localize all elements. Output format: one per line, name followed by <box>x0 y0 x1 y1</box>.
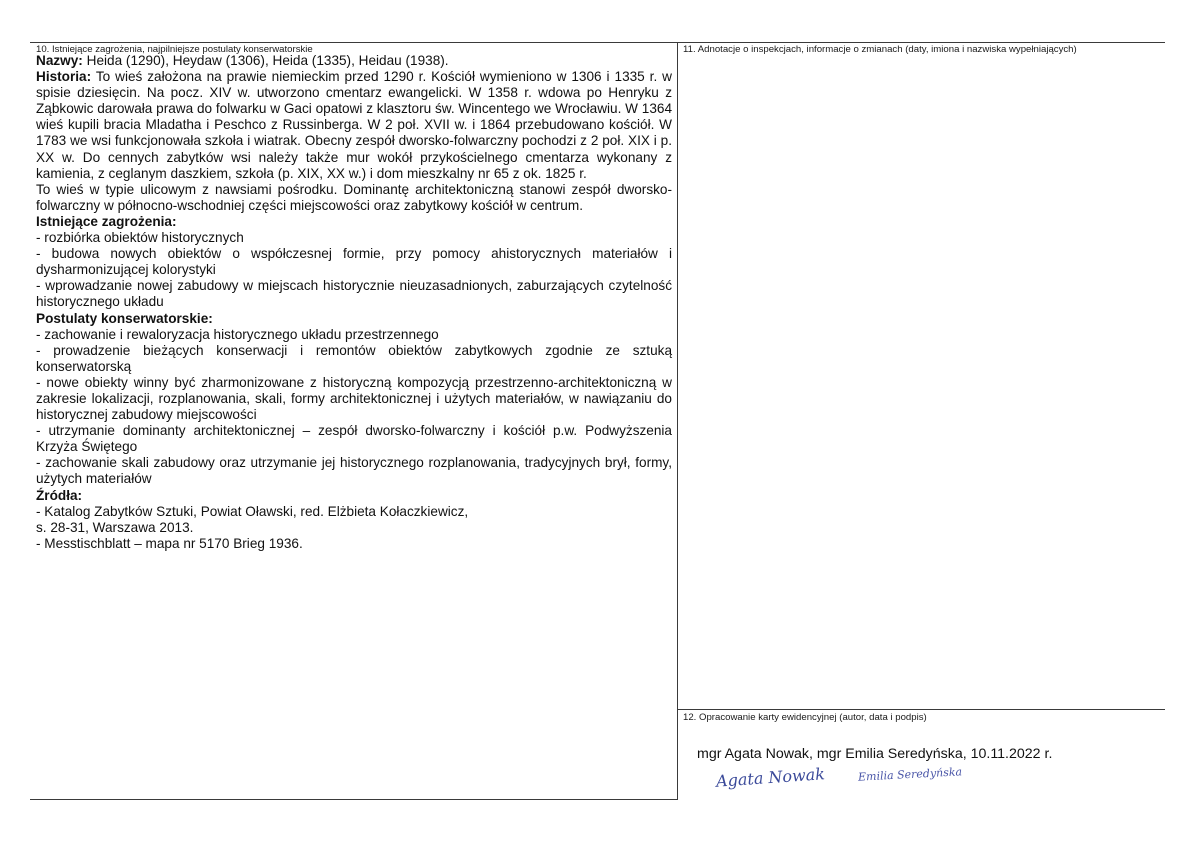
section10-label: 10. Istniejące zagrożenia, najpilniejsze postulaty konserwatorskie <box>36 44 313 55</box>
threats-heading: Istniejące zagrożenia: <box>36 213 177 229</box>
signature-agata-nowak: Agata Nowak <box>715 764 826 791</box>
postulate-item: - zachowanie skali zabudowy oraz utrzymanie jej historycznego rozplanowania, tradycyjnych brył, formy, użytych materiałów <box>36 455 672 487</box>
source-item: - Messtischblatt – mapa nr 5170 Brieg 1936. <box>36 535 303 551</box>
authors-line: mgr Agata Nowak, mgr Emilia Seredyńska, 10.11.2022 r. <box>697 746 1053 762</box>
signature-emilia-seredynska: Emilia Seredyńska <box>857 765 963 784</box>
section12-label: 12. Opracowanie karty ewidencyjnej (autor, data i podpis) <box>683 712 927 723</box>
postulate-item: - zachowanie i rewaloryzacja historycznego układu przestrzennego <box>36 326 439 342</box>
section12-top-border <box>677 709 1165 710</box>
threat-item: - rozbiórka obiektów historycznych <box>36 230 244 246</box>
history-text: To wieś założona na prawie niemieckim przed 1290 r. Kościół wymieniono w 1306 i 1335 r. w spisie dziesięcin. Na pocz. XIV w. utworzono cmentarz ewangelicki. W 1358 r. wdowa po Henryku z Ząbkowic darowała prawa do folwarku w Gaci opatowi z klasztoru św. Wincentego we Wrocławiu. W 1364 wieś kupili bracia Mladatha i Peschco z Russinberga. W 2 poł. XVII w. i 1864 przebudowano kościół. W 1783 we wsi funkcjonowała szkoła i wiatrak. Obecny zespół dworsko-folwarczny pochodzi z 2 poł. XIX i p. XX w. Do cennych zabytków wsi należy także mur wokół przykościelnego cmentarza wykonany z kamienia, z ceglanym daszkiem, szkoła (p. XIX, XX w.) i dom mieszkalny nr 65 z ok. 1825 r. <box>36 69 672 181</box>
names-heading: Nazwy: <box>36 53 83 68</box>
names-paragraph <box>36 53 672 69</box>
postulates-heading: Postulaty konserwatorskie: <box>36 310 213 326</box>
postulate-item: - nowe obiekty winny być zharmonizowane z historyczną kompozycją przestrzenno-architektoniczną w zakresie lokalizacji, rozplanowania, skali, formy architektonicznej i użytych materiałów, w nawiązaniu do historycznej zabudowy miejscowości <box>36 374 672 423</box>
section11-label: 11. Adnotacje o inspekcjach, informacje o zmianach (daty, imiona i nazwiska wypełniających) <box>683 44 1077 55</box>
postulate-item: - utrzymanie dominanty architektonicznej – zespół dworsko-folwarczny i kościół p.w. Podwyższenia Krzyża Świętego <box>36 423 672 455</box>
threat-item: - budowa nowych obiektów o współczesnej formie, przy pomocy ahistorycznych materiałów i dysharmonizującej kolorystyki <box>36 246 672 278</box>
source-item: s. 28-31, Warszawa 2013. <box>36 519 194 535</box>
source-item: - Katalog Zabytków Sztuki, Powiat Oławski, red. Elżbieta Kołaczkiewicz, <box>36 503 469 519</box>
history-paragraph <box>36 69 672 182</box>
bottom-border <box>30 799 678 800</box>
column-divider <box>677 42 678 800</box>
history-heading: Historia: <box>36 69 92 85</box>
top-border <box>30 42 1165 43</box>
layout-paragraph: To wieś w typie ulicowym z nawsiami pośrodku. Dominantę architektoniczną stanowi zespół dworsko-folwarczny w północno-wschodniej części miejscowości oraz zabytkowy kościół w centrum. <box>36 181 672 213</box>
section10-body <box>36 53 672 552</box>
postulate-item: - prowadzenie bieżących konserwacji i remontów obiektów zabytkowych zgodnie ze sztuką konserwatorską <box>36 342 672 374</box>
threat-item: - wprowadzanie nowej zabudowy w miejscach historycznie nieuzasadnionych, zaburzających czytelność historycznego układu <box>36 278 672 310</box>
names-text: Heida (1290), Heydaw (1306), Heida (1335), Heidau (1938). <box>82 53 449 68</box>
sources-heading: Źródła: <box>36 487 83 503</box>
